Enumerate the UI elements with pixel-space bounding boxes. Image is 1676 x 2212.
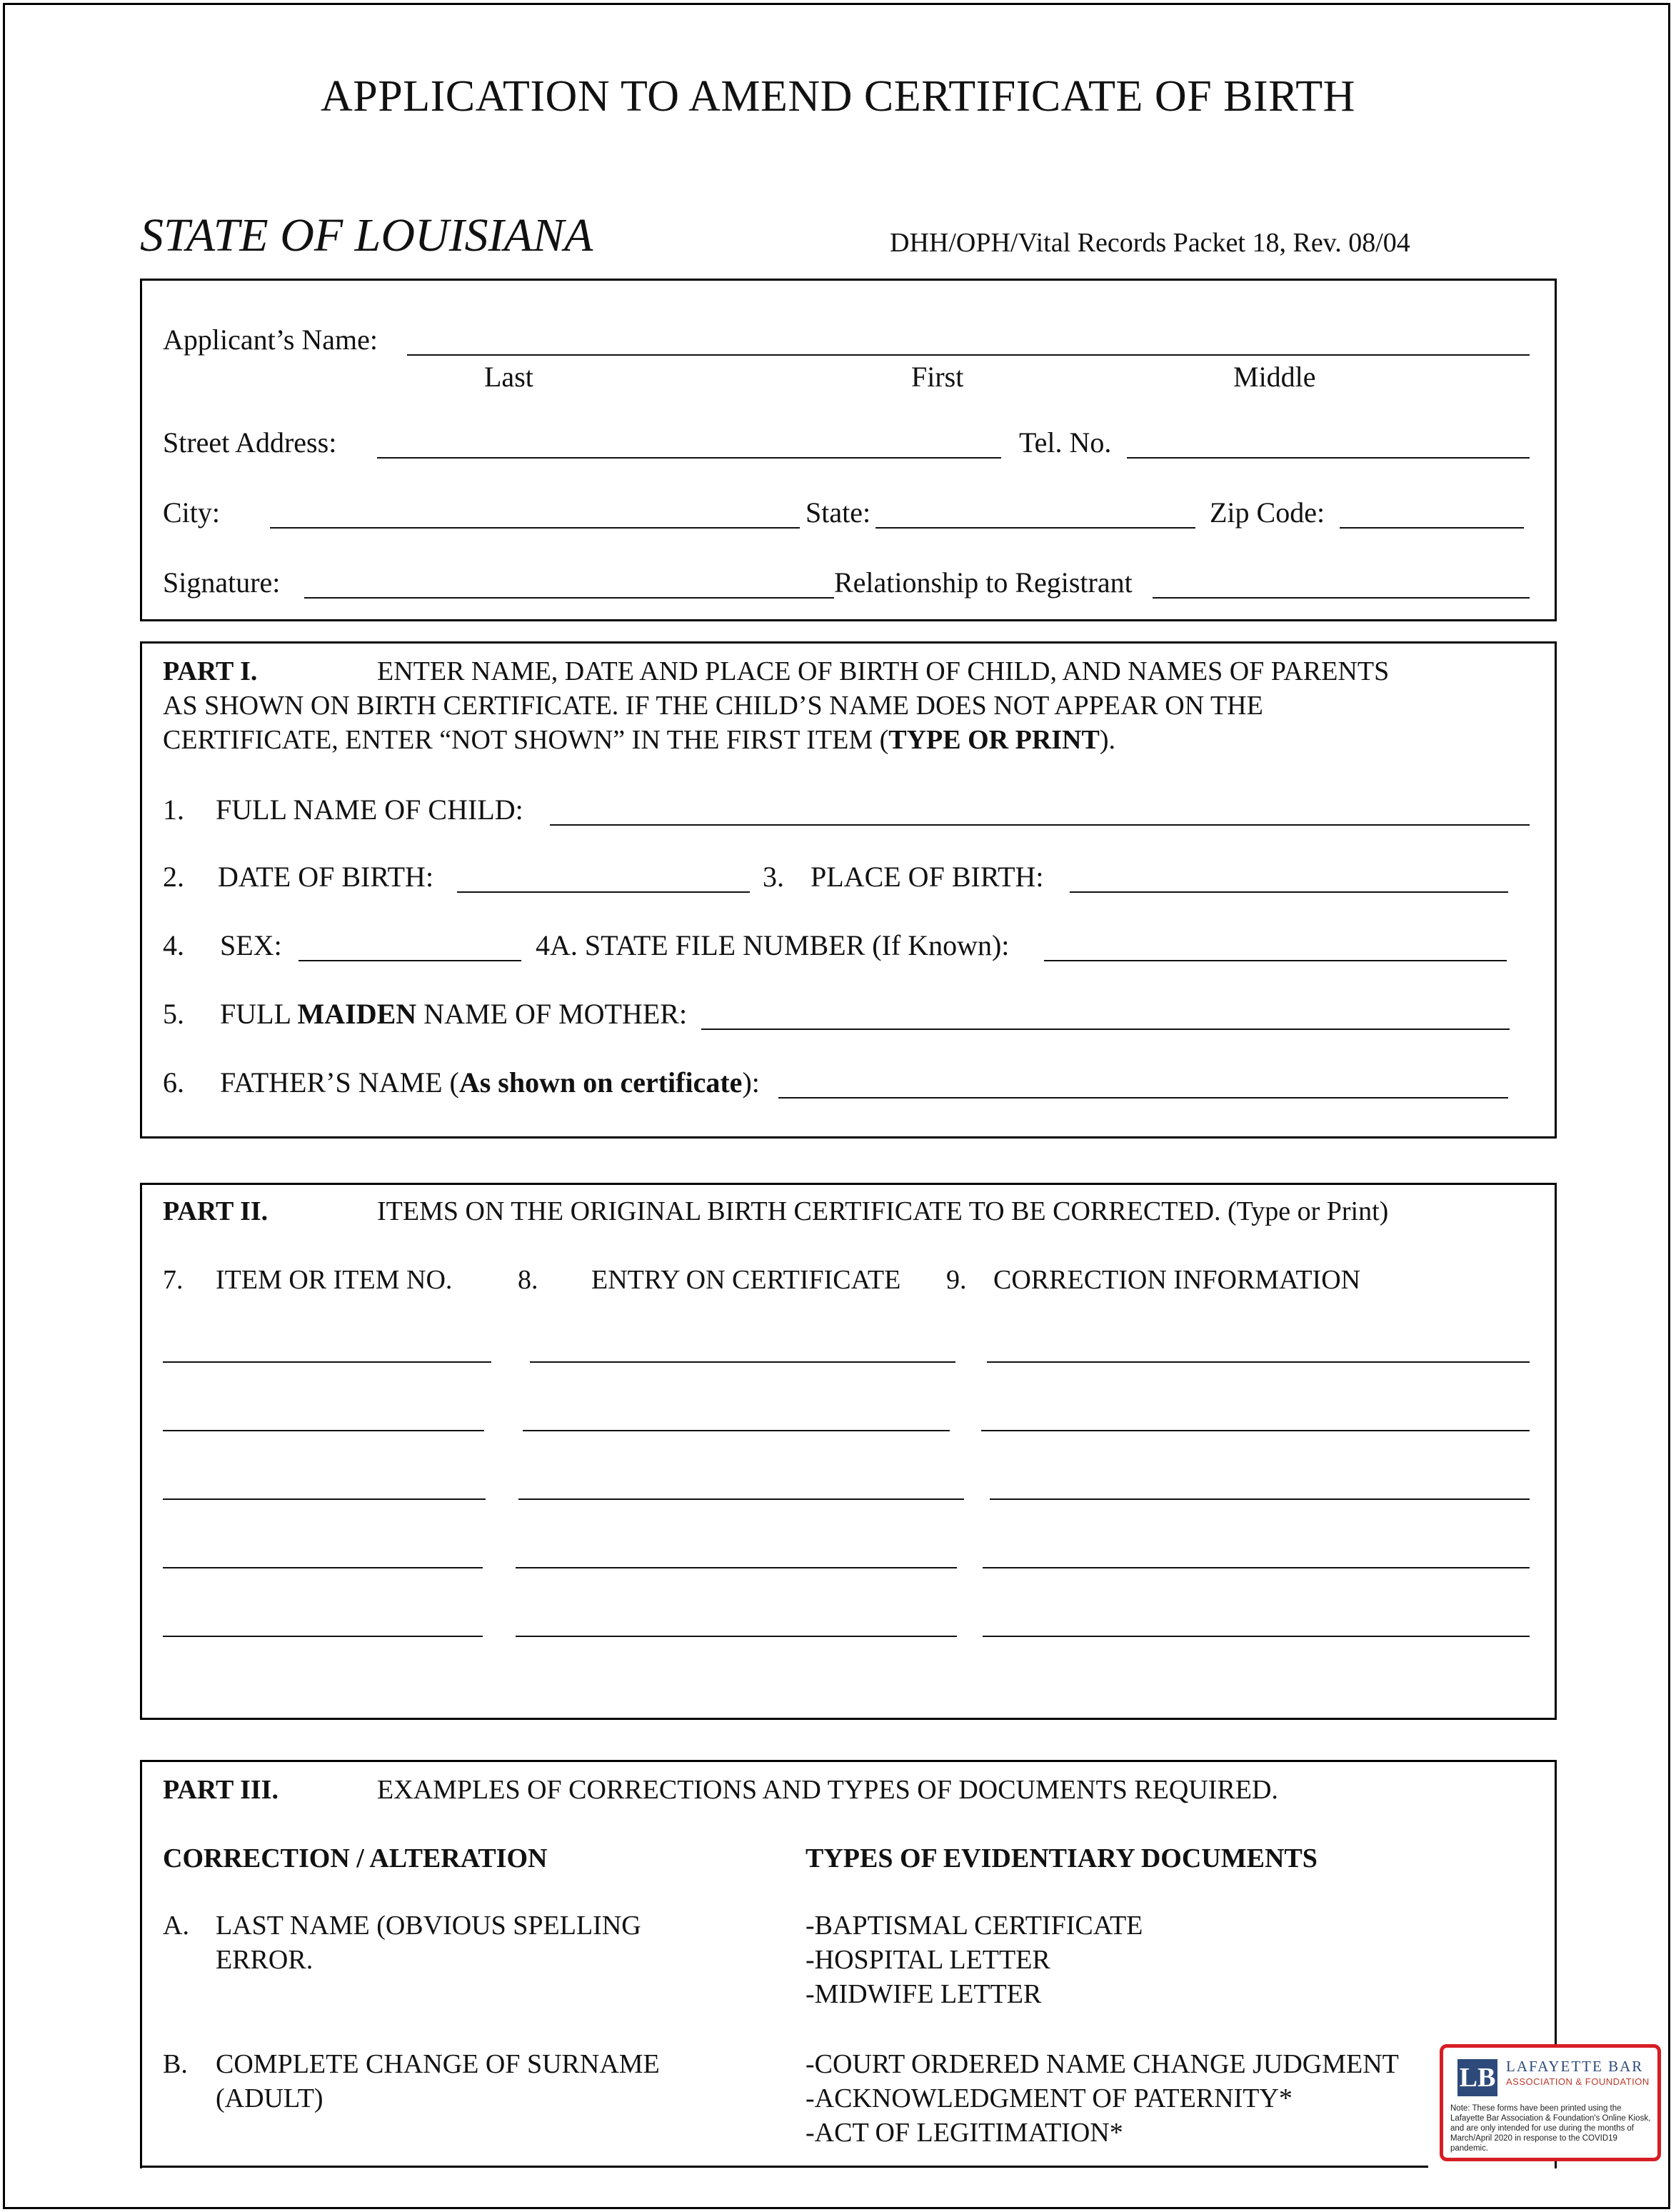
badge-org-subtitle: ASSOCIATION & FOUNDATION (1506, 2076, 1650, 2087)
part3-bottom-border (140, 2166, 1428, 2168)
example-a-letter: A. (163, 1911, 189, 1941)
correction-column-heading: CORRECTION / ALTERATION (163, 1843, 548, 1873)
col8-label: ENTRY ON CERTIFICATE (591, 1265, 901, 1295)
example-a-doc: -MIDWIFE LETTER (806, 1979, 1042, 2009)
signature-field[interactable] (304, 597, 834, 599)
name-sub-first: First (911, 361, 964, 393)
part2-box (140, 1183, 1557, 1720)
col9-number: 9. (946, 1265, 967, 1295)
badge-note: Note: These forms have been printed using the Lafayette Bar Association & Foundation's Online Kiosk, and are only intended for use during the months of March/April 2020 in response to the COVID19 pandemic. (1450, 2104, 1651, 2153)
correction-row5-field[interactable] (983, 1636, 1530, 1637)
name-sub-middle: Middle (1233, 361, 1316, 393)
sex-field[interactable] (298, 960, 521, 961)
applicant-name-label: Applicant’s Name: (163, 324, 378, 356)
entry-row1-field[interactable] (530, 1361, 955, 1363)
state-file-number-field[interactable] (1044, 960, 1507, 961)
item2-label: DATE OF BIRTH: (218, 861, 434, 893)
item-row1-field[interactable] (163, 1361, 491, 1363)
entry-row5-field[interactable] (516, 1636, 957, 1637)
example-b-line1: COMPLETE CHANGE OF SURNAME (216, 2049, 660, 2079)
father-name-field[interactable] (778, 1097, 1508, 1099)
part2-instructions: ITEMS ON THE ORIGINAL BIRTH CERTIFICATE TO BE CORRECTED. (Type or Print) (377, 1196, 1389, 1226)
city-label: City: (163, 496, 221, 529)
col7-number: 7. (163, 1265, 184, 1295)
documents-column-heading: TYPES OF EVIDENTIARY DOCUMENTS (806, 1843, 1318, 1873)
example-a-line1: LAST NAME (OBVIOUS SPELLING (216, 1911, 641, 1941)
name-sub-last: Last (484, 361, 533, 393)
part3-heading: PART III. (163, 1775, 279, 1805)
item1-label: FULL NAME OF CHILD: (216, 794, 523, 826)
street-address-field[interactable] (377, 457, 1001, 459)
correction-row2-field[interactable] (981, 1430, 1530, 1431)
item6-number: 6. (163, 1066, 184, 1099)
item5-label: FULL MAIDEN NAME OF MOTHER: (220, 998, 688, 1030)
item-row3-field[interactable] (163, 1498, 486, 1500)
full-name-of-child-field[interactable] (550, 824, 1530, 826)
part1-instructions-1: ENTER NAME, DATE AND PLACE OF BIRTH OF CHILD, AND NAMES OF PARENTS (377, 656, 1390, 686)
tel-field[interactable] (1127, 457, 1530, 459)
entry-row4-field[interactable] (516, 1567, 957, 1568)
date-of-birth-field[interactable] (457, 891, 750, 893)
item4a-label: 4A. STATE FILE NUMBER (If Known): (536, 929, 1010, 961)
part2-heading: PART II. (163, 1196, 269, 1226)
correction-row1-field[interactable] (987, 1361, 1530, 1363)
signature-label: Signature: (163, 566, 281, 599)
relationship-field[interactable] (1153, 597, 1530, 599)
street-address-label: Street Address: (163, 426, 337, 459)
entry-row3-field[interactable] (518, 1498, 964, 1500)
packet-reference: DHH/OPH/Vital Records Packet 18, Rev. 08/04 (890, 228, 1410, 258)
item4-number: 4. (163, 929, 184, 961)
col9-label: CORRECTION INFORMATION (993, 1265, 1361, 1295)
zip-field[interactable] (1340, 527, 1524, 529)
example-a-doc: -BAPTISMAL CERTIFICATE (806, 1911, 1143, 1941)
item-row4-field[interactable] (163, 1567, 483, 1568)
item2-number: 2. (163, 861, 184, 893)
state-field[interactable] (875, 527, 1195, 529)
mother-maiden-name-field[interactable] (701, 1029, 1510, 1030)
tel-label: Tel. No. (1019, 426, 1112, 459)
relationship-label: Relationship to Registrant (834, 566, 1133, 599)
example-b-doc: -ACT OF LEGITIMATION* (806, 2118, 1123, 2148)
example-b-doc: -COURT ORDERED NAME CHANGE JUDGMENT (806, 2049, 1399, 2079)
example-b-letter: B. (163, 2049, 188, 2079)
example-a-doc: -HOSPITAL LETTER (806, 1945, 1050, 1975)
item6-label: FATHER’S NAME (As shown on certificate): (220, 1066, 760, 1099)
item5-number: 5. (163, 998, 184, 1030)
form-title: APPLICATION TO AMEND CERTIFICATE OF BIRTH (321, 72, 1355, 121)
applicant-name-field[interactable] (407, 354, 1530, 356)
place-of-birth-field[interactable] (1070, 891, 1508, 893)
state-label: State: (806, 496, 871, 529)
state-heading: STATE OF LOUISIANA (140, 209, 593, 261)
part1-instructions-3: CERTIFICATE, ENTER “NOT SHOWN” IN THE FIRST ITEM (TYPE OR PRINT). (163, 725, 1115, 755)
col8-number: 8. (518, 1265, 538, 1295)
example-b-line2: (ADULT) (216, 2083, 323, 2113)
part3-instructions: EXAMPLES OF CORRECTIONS AND TYPES OF DOCUMENTS REQUIRED. (377, 1775, 1278, 1805)
example-a-line2: ERROR. (216, 1945, 313, 1975)
correction-row3-field[interactable] (990, 1498, 1530, 1500)
badge-org-name: LAFAYETTE BAR (1506, 2058, 1644, 2075)
item-row5-field[interactable] (163, 1636, 483, 1637)
col7-label: ITEM OR ITEM NO. (216, 1265, 453, 1295)
city-field[interactable] (270, 527, 800, 529)
lafayette-bar-logo: LB (1457, 2059, 1497, 2096)
part1-instructions-2: AS SHOWN ON BIRTH CERTIFICATE. IF THE CHILD’S NAME DOES NOT APPEAR ON THE (163, 691, 1263, 721)
zip-label: Zip Code: (1210, 496, 1325, 529)
lafayette-bar-badge (1440, 2044, 1661, 2161)
item3-number: 3. (763, 861, 784, 893)
item-row2-field[interactable] (163, 1430, 484, 1431)
item3-label: PLACE OF BIRTH: (811, 861, 1044, 893)
part1-heading: PART I. (163, 656, 258, 686)
item1-number: 1. (163, 794, 184, 826)
entry-row2-field[interactable] (523, 1430, 950, 1431)
item4-label: SEX: (220, 929, 282, 961)
example-b-doc: -ACKNOWLEDGMENT OF PATERNITY* (806, 2083, 1293, 2113)
correction-row4-field[interactable] (983, 1567, 1530, 1568)
